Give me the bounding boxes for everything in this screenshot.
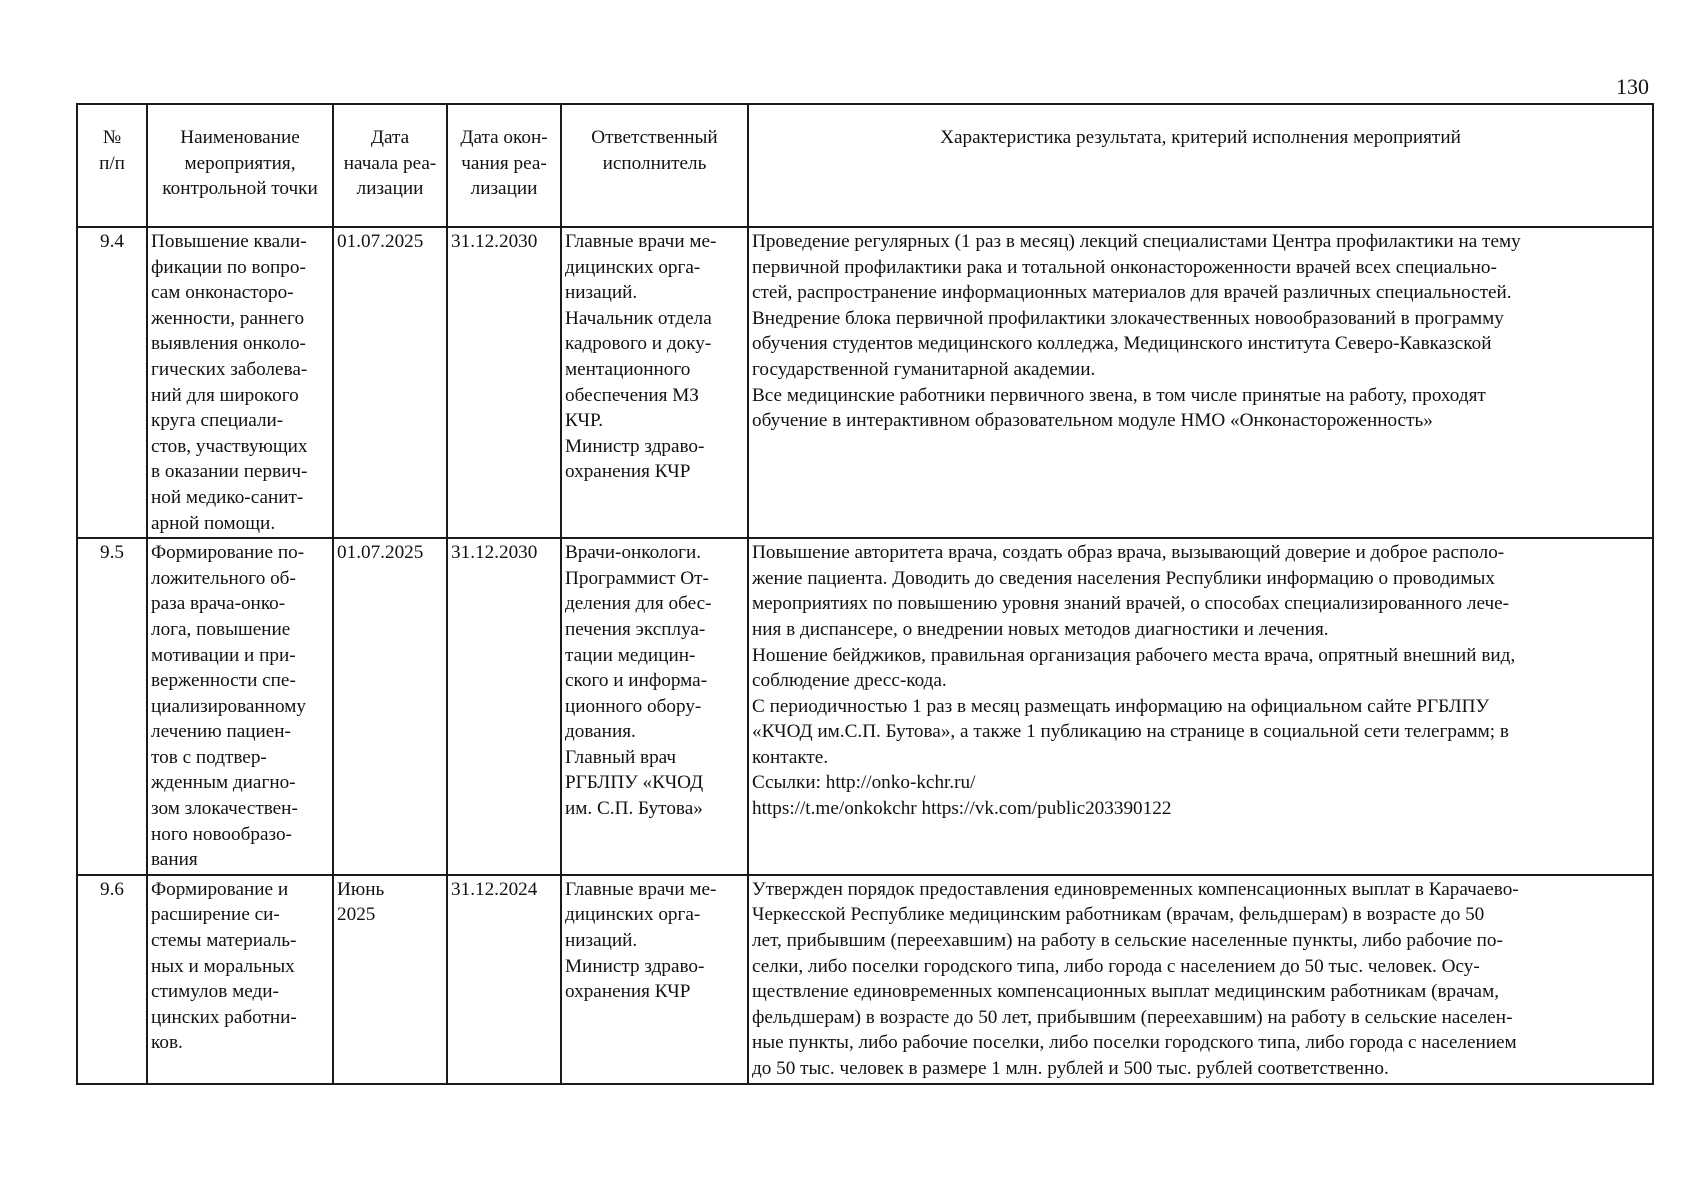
header-start-date: Дата начала реа- лизации [333, 104, 447, 227]
row-start-date: Июнь 2025 [333, 875, 447, 1084]
row-responsible: Главные врачи ме- дицинских орга- низаций. Министр здраво- охранения КЧР [561, 875, 748, 1084]
row-name: Формирование по- ложительного об- раза врача-онко- лога, повышение мотивации и при- верженности спе- циализированному лечению пациен- тов с подтвер- жденным диагно- зом злокачествен- ного новообразо- вания [147, 538, 333, 875]
table-row [77, 538, 1653, 875]
row-start-date: 01.07.2025 [333, 538, 447, 875]
row-responsible: Врачи-онкологи. Программист От- деления для обес- печения эксплуа- тации медицин- ского и информа- ционного обору- дования. Главный врач РГБЛПУ «КЧОД им. С.П. Бутова» [561, 538, 748, 875]
row-end-date: 31.12.2030 [447, 538, 561, 875]
table-header-row [77, 104, 1653, 227]
row-number: 9.5 [77, 538, 147, 875]
row-number: 9.4 [77, 227, 147, 538]
header-name: Наименование мероприятия, контрольной точки [147, 104, 333, 227]
row-responsible: Главные врачи ме- дицинских орга- низаций. Начальник отдела кадрового и доку- ментационного обеспечения МЗ КЧР. Министр здраво- охранения КЧР [561, 227, 748, 538]
row-description: Проведение регулярных (1 раз в месяц) лекций специалистами Центра профилактики на тему первичной профилактики рака и тотальной онконастороженности врачей всех специально- стей, распространение информационных материалов для врачей различных специальностей. Внедрение блока первичной профилактики злокачественных новообразований в программу обучения студентов медицинского колледжа, Медицинского института Северо-Кавказской государственной гуманитарной академии. Все медицинские работники первичного звена, в том числе принятые на работу, проходят обучение в интерактивном образовательном модуле НМО «Онконастороженность» [748, 227, 1653, 538]
row-description: Повышение авторитета врача, создать образ врача, вызывающий доверие и доброе располо- жение пациента. Доводить до сведения населения Республики информацию о проводимых мероприятиях по повышению уровня знаний врачей, о способах специализированного лече- ния в диспансере, о внедрении новых методов диагностики и лечения. Ношение бейджиков, правильная организация рабочего места врача, опрятный внешний вид, соблюдение дресс-кода. С периодичностью 1 раз в месяц размещать информацию на официальном сайте РГБЛПУ «КЧОД им.С.П. Бутова», а также 1 публикацию на странице в социальной сети телеграмм; в контакте. Ссылки: http://onko-kchr.ru/ https://t.me/onkokchr https://vk.com/public203390122 [748, 538, 1653, 875]
row-start-date: 01.07.2025 [333, 227, 447, 538]
row-description: Утвержден порядок предоставления единовременных компенсационных выплат в Карачаево- Черкесской Республике медицинским работникам (врачам, фельдшерам) в возрасте до 50 лет, прибывшим (переехавшим) на работу в сельские населенные пункты, либо рабочие по- селки, либо поселки городского типа, либо города с населением до 50 тыс. человек. Осу- ществление единовременных компенсационных выплат медицинским работникам (врачам, фельдшерам) в возрасте до 50 лет, прибывшим (переехавшим) на работу в сельские населен- ные пункты, либо рабочие поселки, либо поселки городского типа, либо города с населением до 50 тыс. человек в размере 1 млн. рублей и 500 тыс. рублей соответственно. [748, 875, 1653, 1084]
header-num: № п/п [77, 104, 147, 227]
header-end-date: Дата окон- чания реа- лизации [447, 104, 561, 227]
row-end-date: 31.12.2024 [447, 875, 561, 1084]
header-description: Характеристика результата, критерий исполнения мероприятий [748, 104, 1653, 227]
row-end-date: 31.12.2030 [447, 227, 561, 538]
row-number: 9.6 [77, 875, 147, 1084]
table-row [77, 875, 1653, 1084]
table-row [77, 227, 1653, 538]
row-name: Повышение квали- фикации по вопро- сам онконасторо- женности, раннего выявления онколо- гических заболева- ний для широкого круга специали- стов, участвующих в оказании первич- ной медико-санит- арной помощи. [147, 227, 333, 538]
header-responsible: Ответственный исполнитель [561, 104, 748, 227]
page-number: 130 [1616, 74, 1649, 99]
row-name: Формирование и расширение си- стемы материаль- ных и моральных стимулов меди- цинских работни- ков. [147, 875, 333, 1084]
measures-table [76, 103, 1654, 1085]
